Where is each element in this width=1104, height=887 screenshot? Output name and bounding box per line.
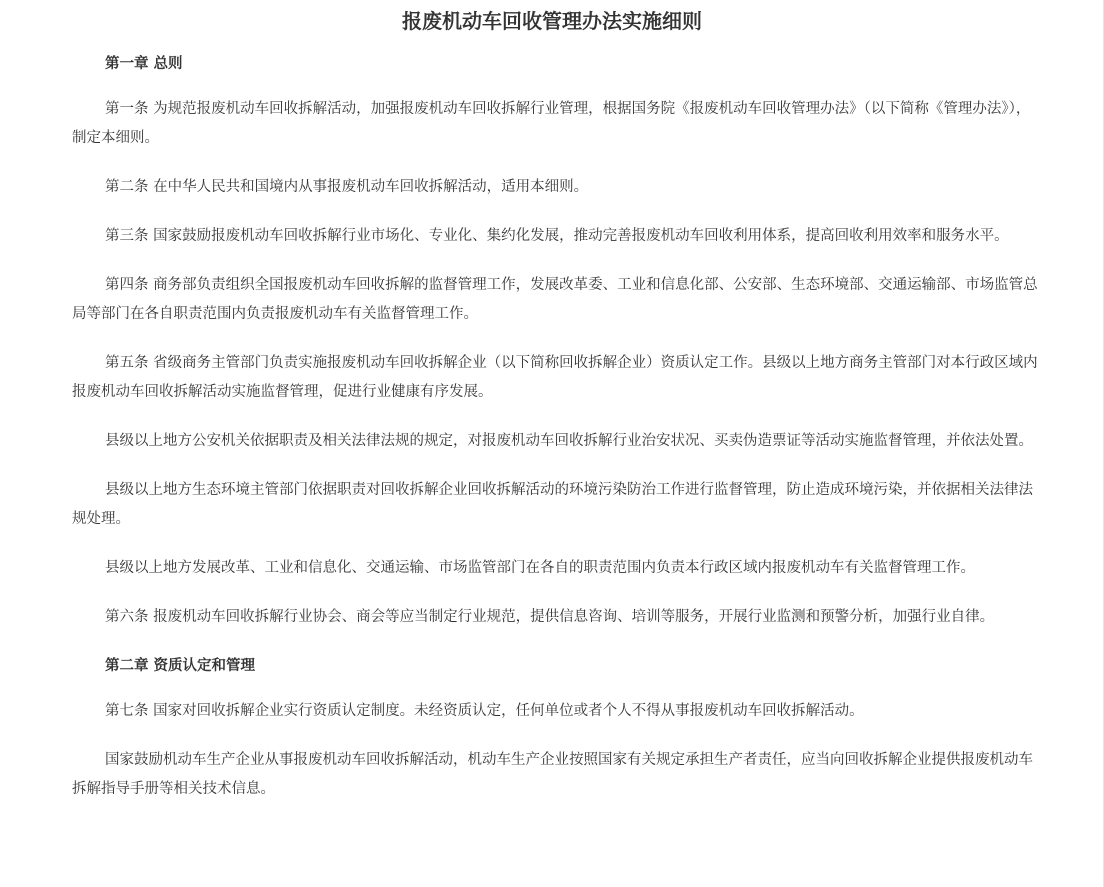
article-paragraph: 第五条 省级商务主管部门负责实施报废机动车回收拆解企业（以下简称回收拆解企业）资质认定工作。县级以上地方商务主管部门对本行政区域内报废机动车回收拆解活动实施监督管理，促进行业健康有序发展。: [72, 355, 1038, 400]
article-paragraph: 县级以上地方生态环境主管部门依据职责对回收拆解企业回收拆解活动的环境污染防治工作进行监督管理，防止造成环境污染，并依据相关法律法规处理。: [72, 482, 1033, 527]
article-paragraph: 第二条 在中华人民共和国境内从事报废机动车回收拆解活动，适用本细则。: [105, 179, 589, 195]
article-paragraph: 第一条 为规范报废机动车回收拆解活动，加强报废机动车回收拆解行业管理，根据国务院《报废机动车回收管理办法》（以下简称《管理办法》），制定本细则。: [72, 101, 1031, 146]
article-paragraph: 第六条 报废机动车回收拆解行业协会、商会等应当制定行业规范，提供信息咨询、培训等服务，开展行业监测和预警分析，加强行业自律。: [105, 609, 995, 625]
chapter-heading: 第二章 资质认定和管理: [105, 658, 256, 674]
article-paragraph: 第七条 国家对回收拆解企业实行资质认定制度。未经资质认定，任何单位或者个人不得从事报废机动车回收拆解活动。: [105, 703, 864, 719]
article-paragraph: 第四条 商务部负责组织全国报废机动车回收拆解的监督管理工作，发展改革委、工业和信息化部、公安部、生态环境部、交通运输部、市场监管总局等部门在各自职责范围内负责报废机动车有关监督管理工作。: [72, 277, 1038, 322]
article-paragraph: 第三条 国家鼓励报废机动车回收拆解行业市场化、专业化、集约化发展，推动完善报废机动车回收利用体系，提高回收利用效率和服务水平。: [105, 228, 1009, 244]
article-paragraph: 国家鼓励机动车生产企业从事报废机动车回收拆解活动，机动车生产企业按照国家有关规定承担生产者责任，应当向回收拆解企业提供报废机动车拆解指导手册等相关技术信息。: [72, 752, 1033, 797]
article-paragraph: 县级以上地方公安机关依据职责及相关法律法规的规定，对报废机动车回收拆解行业治安状况、买卖伪造票证等活动实施监督管理，并依法处置。: [105, 433, 1033, 449]
article-paragraph: 县级以上地方发展改革、工业和信息化、交通运输、市场监管部门在各自的职责范围内负责本行政区域内报废机动车有关监督管理工作。: [105, 560, 975, 576]
document-body: [72, 50, 1044, 824]
page-title: 报废机动车回收管理办法实施细则: [402, 9, 702, 33]
chapter-heading: 第一章 总则: [105, 56, 183, 72]
